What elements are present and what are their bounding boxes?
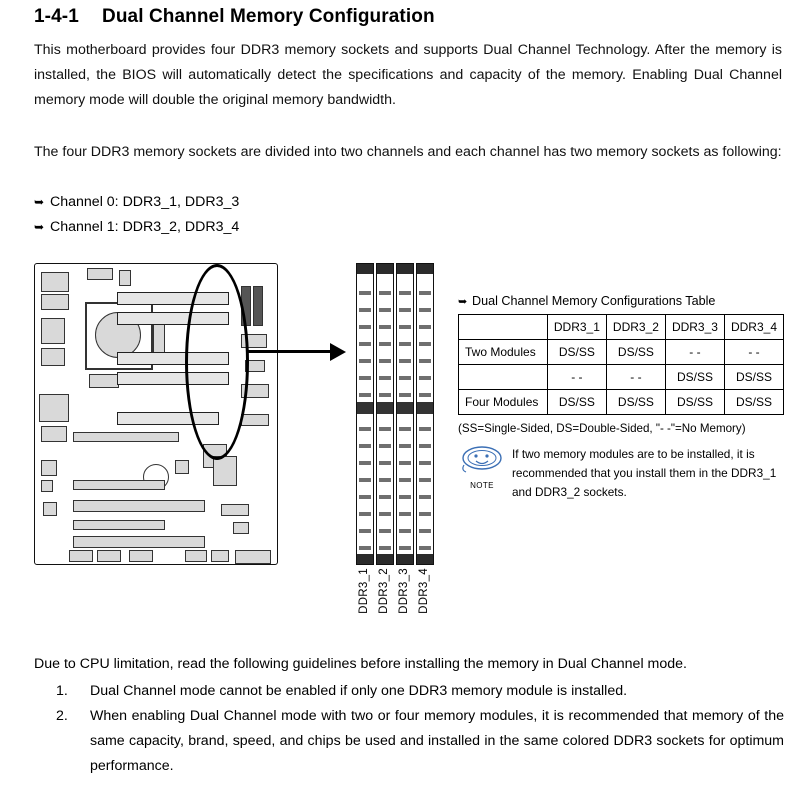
table-title-text: Dual Channel Memory Configurations Table [472, 294, 716, 308]
front-panel-header [211, 550, 229, 562]
dimm-modules-illustration [356, 263, 438, 563]
mb-header [233, 522, 249, 534]
table-corner-cell [459, 315, 548, 340]
table-row [459, 340, 784, 365]
front-panel-header [69, 550, 93, 562]
cell: DS/SS [547, 340, 606, 365]
channel-1-label: Channel 1: DDR3_2, DDR3_4 [50, 219, 240, 235]
dimm-cap [397, 554, 413, 564]
dimm-module [396, 263, 414, 565]
bottom-guidelines [34, 652, 784, 779]
dimm-label: DDR3_1 [358, 568, 370, 614]
list-item [34, 215, 454, 240]
note-text: If two memory modules are to be installed, it is recommended that you install them in the DDR3_1 and DDR3_2 sockets. [512, 447, 777, 499]
mb-component [41, 480, 53, 492]
arrow-bullet-icon: ➥ [34, 220, 45, 234]
mb-rear-port [41, 318, 65, 344]
row-label: Four Modules [459, 390, 548, 415]
note-icon-group [458, 445, 506, 490]
dimm-label: DDR3_4 [418, 568, 430, 614]
note-icon [460, 445, 504, 475]
mb-component [43, 502, 57, 516]
expansion-slot [73, 480, 165, 490]
guidelines-lead: Due to CPU limitation, read the following guidelines before installing the memory in Dual Channel mode. [34, 656, 687, 672]
mb-component [175, 460, 189, 474]
table-title [458, 294, 784, 308]
dimm-cap [417, 264, 433, 274]
memory-area-highlight [185, 264, 249, 460]
pointer-arrow-icon [330, 343, 346, 361]
cell: DS/SS [547, 390, 606, 415]
channel-0-label: Channel 0: DDR3_1, DDR3_3 [50, 194, 240, 210]
cpu-lever [153, 324, 165, 354]
table-header-row [459, 315, 784, 340]
intro-paragraph: This motherboard provides four DDR3 memory sockets and supports Dual Channel Technology. After the memory is installed, the BIOS will automatically detect the specifications and capacity of the memory. Enabling Dual Channel memory mode will double the original memory bandwidth. [34, 42, 782, 108]
dimm-chips [359, 278, 371, 550]
note-block [458, 445, 784, 511]
figure-dual-channel [34, 258, 784, 638]
mb-component [213, 456, 237, 486]
front-panel-header [185, 550, 207, 562]
table-legend: (SS=Single-Sided, DS=Double-Sided, "- -"=No Memory) [458, 422, 746, 435]
channels-paragraph: The four DDR3 memory sockets are divided into two channels and each channel has two memory sockets as following: [34, 144, 782, 160]
dimm-band [397, 402, 413, 414]
mb-component [89, 374, 119, 388]
dimm-band [357, 402, 373, 414]
expansion-slot [73, 500, 205, 512]
dimm-module [416, 263, 434, 565]
arrow-bullet-icon: ➥ [458, 296, 468, 308]
dimm-band [377, 402, 393, 414]
expansion-slot [73, 536, 205, 548]
table-col-ddr3-2: DDR3_2 [606, 315, 665, 340]
mb-rear-port [41, 294, 69, 310]
mb-rear-port [41, 348, 65, 366]
cell: DS/SS [665, 365, 724, 390]
dimm-module [356, 263, 374, 565]
cell: DS/SS [606, 340, 665, 365]
dimm-module [376, 263, 394, 565]
list-number: 2. [56, 708, 68, 724]
row-label: Two Modules [459, 340, 548, 365]
dimm-cap [397, 264, 413, 274]
motherboard-illustration [34, 263, 278, 565]
list-text: Dual Channel mode cannot be enabled if only one DDR3 memory module is installed. [90, 683, 628, 699]
section-title: Dual Channel Memory Configuration [102, 6, 435, 27]
dimm-label: DDR3_3 [398, 568, 410, 614]
section-heading [34, 6, 435, 28]
cell: DS/SS [665, 390, 724, 415]
mb-header [87, 268, 113, 280]
pointer-line [246, 350, 332, 353]
mb-header [119, 270, 131, 286]
front-panel-header [235, 550, 271, 564]
list-item [34, 190, 454, 215]
dimm-band [417, 402, 433, 414]
dimm-chips [399, 278, 411, 550]
cell: - - [724, 340, 783, 365]
dimm-cap [417, 554, 433, 564]
cell: DS/SS [724, 390, 783, 415]
cell: - - [547, 365, 606, 390]
mb-header [241, 414, 269, 426]
cell: DS/SS [606, 390, 665, 415]
list-number: 1. [56, 683, 68, 699]
table-row [459, 390, 784, 415]
front-panel-header [129, 550, 153, 562]
table-col-ddr3-4: DDR3_4 [724, 315, 783, 340]
table-col-ddr3-3: DDR3_3 [665, 315, 724, 340]
dimm-cap [377, 264, 393, 274]
list-item [34, 704, 784, 779]
mb-header [221, 504, 249, 516]
dimm-label-group [356, 568, 446, 634]
dimm-cap [377, 554, 393, 564]
cell: - - [606, 365, 665, 390]
dimm-chips [379, 278, 391, 550]
mb-header [253, 286, 263, 326]
mb-component [41, 460, 57, 476]
expansion-slot [73, 432, 179, 442]
memory-configuration-table [458, 314, 784, 415]
dimm-cap [357, 264, 373, 274]
row-label [459, 365, 548, 390]
mb-rear-port [41, 272, 69, 292]
guidelines-list [34, 679, 784, 779]
mb-rear-port [41, 426, 67, 442]
cell: DS/SS [724, 365, 783, 390]
table-row [459, 365, 784, 390]
dimm-chips [419, 278, 431, 550]
cell: - - [665, 340, 724, 365]
dimm-label: DDR3_2 [378, 568, 390, 614]
list-item [34, 679, 784, 704]
configuration-panel [458, 294, 784, 511]
front-panel-header [97, 550, 121, 562]
channel-bullet-list [34, 190, 454, 240]
table-col-ddr3-1: DDR3_1 [547, 315, 606, 340]
arrow-bullet-icon: ➥ [34, 195, 45, 209]
list-text: When enabling Dual Channel mode with two or four memory modules, it is recommended that memory of the same capacity, brand, speed, and chips be used and installed in the same colored DDR3 sockets for optimum performance. [90, 708, 784, 774]
dimm-cap [357, 554, 373, 564]
expansion-slot [73, 520, 165, 530]
section-number: 1-4-1 [34, 6, 79, 27]
note-label: NOTE [470, 481, 494, 490]
mb-rear-port [39, 394, 69, 422]
